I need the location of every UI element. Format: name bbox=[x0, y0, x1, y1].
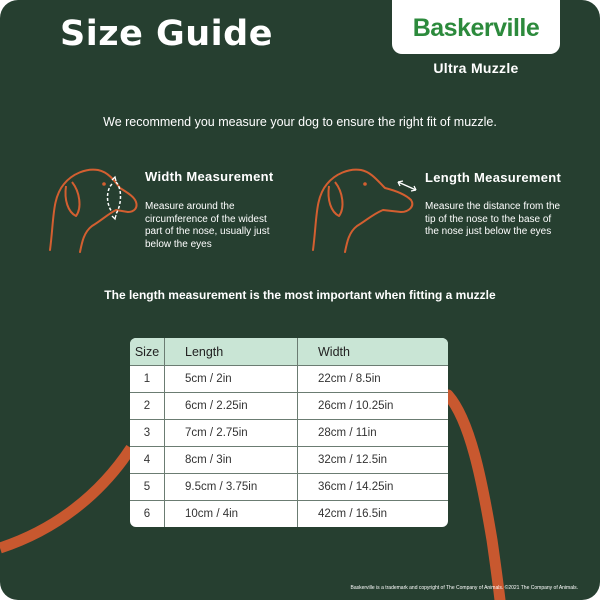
size-table bbox=[130, 338, 448, 527]
length-measurement-desc: Measure the distance from the tip of the nose to the base of the nose just below the eyes bbox=[425, 201, 561, 237]
dog-head-length-icon bbox=[305, 160, 420, 255]
brand-logo-box bbox=[392, 0, 560, 54]
width-measurement-title: Width Measurement bbox=[145, 169, 274, 184]
length-cell: 8cm / 3in bbox=[165, 446, 298, 473]
table-row bbox=[130, 365, 448, 392]
length-cell: 9.5cm / 3.75in bbox=[165, 473, 298, 500]
size-cell: 6 bbox=[130, 500, 165, 527]
length-cell: 7cm / 2.75in bbox=[165, 419, 298, 446]
size-cell: 2 bbox=[130, 392, 165, 419]
width-cell: 42cm / 16.5in bbox=[298, 500, 448, 527]
product-name: Ultra Muzzle bbox=[433, 60, 519, 76]
copyright-footer: Baskerville is a trademark and copyright of The Company of Animals. ©2021 The Company of Animals. bbox=[350, 585, 578, 591]
table-row bbox=[130, 473, 448, 500]
width-measurement-desc: Measure around the circumference of the widest part of the nose, usually just below the eyes bbox=[145, 201, 270, 250]
size-cell: 1 bbox=[130, 365, 165, 392]
size-cell: 3 bbox=[130, 419, 165, 446]
table-row bbox=[130, 392, 448, 419]
table-row bbox=[130, 419, 448, 446]
size-cell: 5 bbox=[130, 473, 165, 500]
column-header-length: Length bbox=[165, 338, 298, 365]
length-cell: 6cm / 2.25in bbox=[165, 392, 298, 419]
width-cell: 28cm / 11in bbox=[298, 419, 448, 446]
length-measurement-title: Length Measurement bbox=[425, 170, 562, 185]
brand-logo: Baskerville bbox=[412, 13, 540, 42]
width-cell: 22cm / 8.5in bbox=[298, 365, 448, 392]
width-cell: 36cm / 14.25in bbox=[298, 473, 448, 500]
width-cell: 32cm / 12.5in bbox=[298, 446, 448, 473]
length-cell: 5cm / 2in bbox=[165, 365, 298, 392]
table-row bbox=[130, 446, 448, 473]
length-cell: 10cm / 4in bbox=[165, 500, 298, 527]
dog-head-width-icon bbox=[42, 160, 142, 255]
page-title: Size Guide bbox=[60, 14, 273, 54]
size-cell: 4 bbox=[130, 446, 165, 473]
column-header-size: Size bbox=[130, 338, 165, 365]
width-cell: 26cm / 10.25in bbox=[298, 392, 448, 419]
important-note: The length measurement is the most important when fitting a muzzle bbox=[104, 288, 496, 302]
table-row bbox=[130, 500, 448, 527]
intro-text: We recommend you measure your dog to ensure the right fit of muzzle. bbox=[103, 115, 497, 129]
size-table-header-row bbox=[130, 338, 448, 365]
column-header-width: Width bbox=[298, 338, 448, 365]
